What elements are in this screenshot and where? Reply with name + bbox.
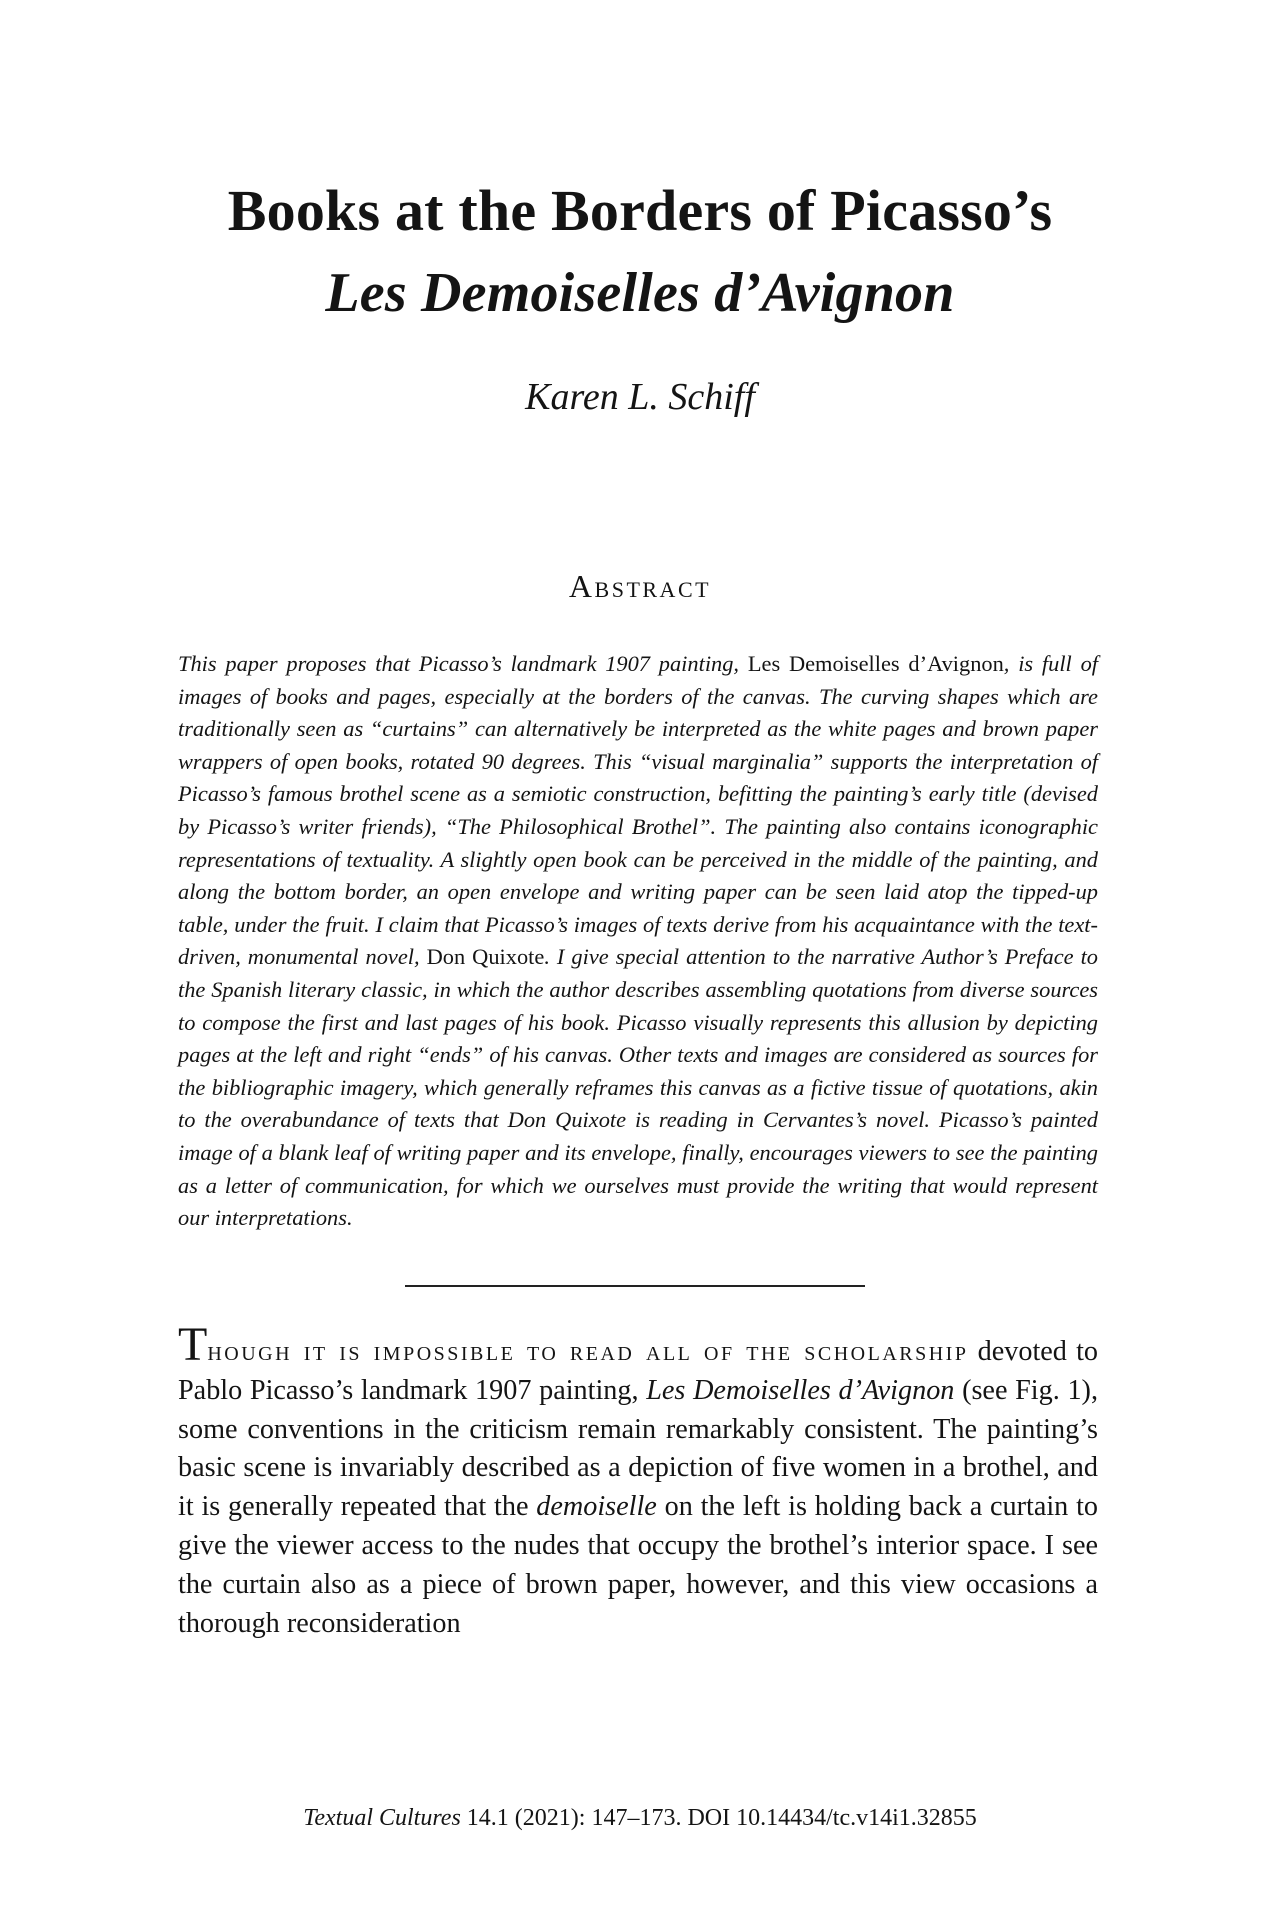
abstract-part-3: . I give special attention to the narrative Author’s Preface to the Spanish literary classic, in which the author describes assembling quotations from diverse sources to compose the first and last pages of his book. Picasso visually represents this allusion by depicting pages at the left and right “ends” of his canvas. Other texts and images are considered as sources for the bibliographic imagery, which generally reframes this canvas as a fictive tissue of quotations, akin to the overabundance of texts that Don Quixote is reading in Cervantes’s novel. Picasso’s painted image of a blank leaf of writing paper and its envelope, finally, encourages viewers to see the painting as a letter of communication, for which we ourselves must provide the writing that would represent our interpretations. — [178, 944, 1099, 1231]
abstract-heading: Abstract — [568, 568, 712, 604]
author-name: Karen L. Schiff — [525, 376, 755, 418]
abstract-novel-title: Don Quixote — [426, 944, 545, 970]
body-demoiselle: demoiselle — [536, 1491, 657, 1523]
body-part-1: devoted to Pablo Picasso’s landmark 1907 painting, — [178, 1336, 1099, 1406]
opening-small-caps: hough it is impossible to read all of the scholarship — [207, 1336, 969, 1367]
abstract-painting-title: Les Demoiselles d’Avignon — [747, 651, 1004, 676]
section-divider — [405, 1285, 865, 1287]
body-part-2: (see Fig. 1), some conventions in the criticism remain remarkably consistent. The painting’s basic scene is invariably described as a depiction of five women in a brothel, and it is generally repeated that the — [178, 1374, 1098, 1523]
abstract-part-2: , is full of images of books and pages, especially at the borders of the canvas. The curving shapes which are traditionally seen as “curtains” can alternatively be interpreted as the white pages and brown paper wrappers of open books, rotated 90 degrees. This “visual marginalia” supports the interpretation of Picasso’s famous brothel scene as a semiotic construction, befitting the painting’s early title (devised by Picasso’s writer friends), “The Philosophical Brothel”. The painting also contains iconographic representations of textuality. A slightly open book can be perceived in the middle of the painting, and along the bottom border, an open envelope and writing paper can be seen laid atop the tipped-up table, under the fruit. I claim that Picasso’s images of texts derive from his acquaintance with the text-driven, monumental novel, — [178, 651, 1098, 970]
abstract-text — [178, 648, 1098, 1235]
body-part-3: on the left is holding back a curtain to give the viewer access to the nudes that occupy the brothel’s interior space. I see the curtain also as a piece of brown paper, however, and this view occasions a thorough reconsideration — [178, 1491, 1098, 1639]
citation-footer — [0, 1802, 1280, 1834]
body-paragraph — [178, 1318, 1099, 1643]
journal-name: Textual Cultures — [303, 1805, 461, 1831]
title-line-2: Les Demoiselles d’Avignon — [325, 262, 955, 324]
title-line-1: Books at the Borders of Picasso’s — [227, 178, 1053, 243]
abstract-part-1: This paper proposes that Picasso’s landmark 1907 painting, — [178, 651, 748, 676]
body-painting-title: Les Demoiselles d’Avignon — [646, 1374, 955, 1406]
citation-details: 14.1 (2021): 147–173. DOI 10.14434/tc.v14i1.32855 — [460, 1805, 977, 1831]
drop-cap: T — [178, 1318, 208, 1371]
paper-title — [0, 170, 1280, 334]
